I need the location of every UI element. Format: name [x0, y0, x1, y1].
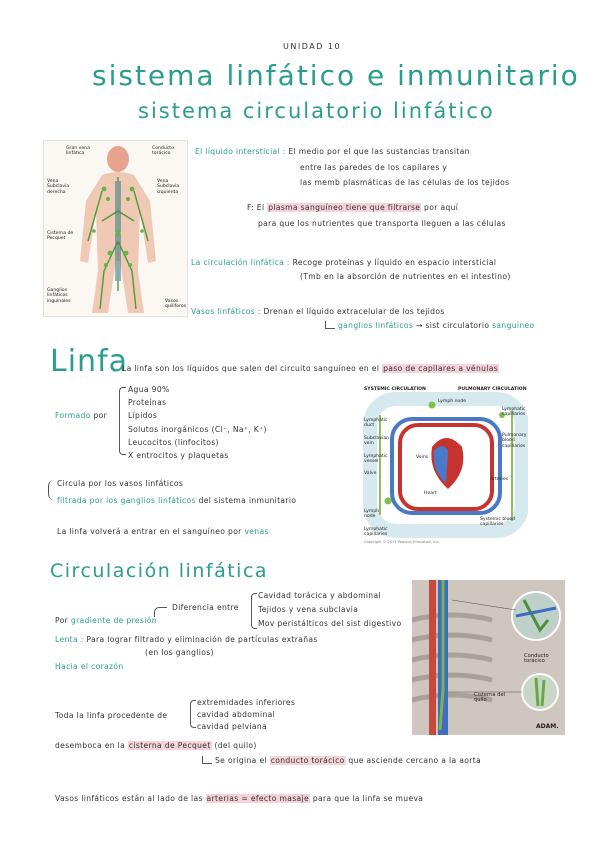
lenta-line: Lenta : Para lograr filtrado y eliminación de partículas extrañas — [55, 635, 318, 644]
label-pulmonary: PULMONARY CIRCULATION — [458, 387, 527, 392]
sources-brace — [190, 700, 196, 728]
unit-label: UNIDAD 10 — [283, 42, 342, 51]
label-valve: Valve — [364, 471, 377, 476]
intro-line-6: La circulación linfática : Recoge proteínas y líquido en espacio intersticial — [191, 258, 497, 267]
label-lymphatic-vessel: Lymphatic vessel — [364, 454, 388, 465]
composition-item: X entrocitos y plaquetas — [128, 451, 229, 460]
causes-brace — [251, 593, 257, 629]
origina-line: Se origina el conducto torácico que asciende cercano a la aorta — [202, 756, 481, 765]
diferencia-label: Diferencia entre — [172, 603, 239, 612]
cause-item: Mov peristálticos del sist digestivo — [258, 619, 402, 628]
intro-line-1: El líquido intersticial : El medio por el que las sustancias transitan — [195, 147, 470, 156]
composition-item: Solutos inorgánicos (Cl⁻, Na⁺, K⁺) — [128, 425, 267, 434]
composition-item: Agua 90% — [128, 385, 170, 394]
label-subclavian-vein: Subclavian vein — [364, 436, 390, 447]
source-item: extremidades inferiores — [197, 698, 296, 707]
composition-item: Lípidos — [128, 411, 158, 420]
intro-line-7: (Tmb en la absorción de nutrientes en el intestino) — [300, 272, 511, 281]
figure-credit: Copyright © 2011 Pearson Education, Inc. — [364, 540, 440, 544]
label-subclavia-izquierda: Vena Subclavia izquierda — [157, 179, 180, 195]
gradiente-line: Por gradiente de presión — [55, 616, 157, 625]
filtrada-line: filtrada por los ganglios linfáticos del sistema inmunitario — [57, 496, 297, 505]
label-conducto-toracico-fig3: Conducto torácico — [524, 653, 549, 665]
adam-brand: ADAM. — [536, 723, 559, 730]
vasos-arterias-line: Vasos linfáticos están al lado de las arterias = efecto masaje para que la linfa se mueva — [55, 794, 424, 803]
gradiente-connector — [154, 607, 167, 617]
source-item: cavidad pelviana — [197, 722, 268, 731]
cause-item: Cavidad torácica y abdominal — [258, 591, 381, 600]
label-cisterna-quilo: Cisterna del quilo — [474, 692, 506, 704]
lymphatic-body-figure — [43, 140, 188, 317]
label-lymphatic-duct: Lymphatic duct — [364, 418, 388, 429]
section-heading-circulacion: Circulación linfática — [50, 560, 269, 582]
label-pulmonary-capillaries: Pulmonary blood capillaries — [502, 433, 527, 449]
toda-linfa-line: Toda la linfa procedente de — [55, 711, 168, 720]
label-lymph-node-top: Lymph node — [438, 399, 467, 404]
label-systemic: SYSTEMIC CIRCULATION — [364, 387, 426, 392]
intro-line-5: para que los nutrientes que transporta lleguen a las células — [258, 219, 506, 228]
label-gran-vena: Gran vena linfática — [66, 146, 90, 157]
intro-line-8: Vasos linfáticos : Drenan el líquido extracelular de los tejidos — [191, 307, 445, 316]
circulation-diagram — [362, 385, 528, 547]
lenta-sub: (en los ganglios) — [145, 648, 214, 657]
source-item: cavidad abdominal — [197, 710, 276, 719]
linfa-definition: La linfa son los líquidos que salen del circuito sanguíneo en el paso de capilares a vénulas — [122, 364, 499, 373]
section-heading-linfa: Linfa — [50, 344, 129, 379]
label-lymphatic-capillaries-left: Lymphatic capillaries — [364, 527, 388, 538]
intro-line-9: ganglios linfáticos → sist circulatorio sanguíneo — [325, 321, 535, 330]
label-lymph-node-bottom: Lymph node — [364, 509, 380, 520]
vuelve-line: La linfa volverá a entrar en el sanguíneo por venas — [57, 527, 269, 536]
circula-line: Circula por los vasos linfáticos — [57, 479, 184, 488]
hacia-corazon: Hacia el corazón — [55, 662, 124, 671]
label-cisterna-pecquet: Cisterna de Pecquet — [47, 231, 74, 242]
label-lymphatic-capillaries-right: Lymphatic capillaries — [502, 407, 526, 418]
label-arteries: Arteries — [490, 477, 509, 482]
circula-paren — [48, 480, 55, 500]
label-systemic-capillaries: Systemic blood capillaries — [480, 517, 516, 528]
intro-line-2: entre las paredes de los capilares y — [300, 163, 448, 172]
label-subclavia-derecha: Vena Subclavia derecha — [47, 179, 70, 195]
composition-brace — [119, 387, 126, 455]
label-vasos-quiliferos: Vasos quiliferos — [165, 299, 187, 310]
desemboca-line: desemboca en la cisterna de Pecquet (del quilo) — [55, 741, 257, 750]
intro-line-4: F: El plasma sanguíneo tiene que filtrarse por aquí — [247, 203, 459, 212]
label-conducto-toracico: Conducto torácico — [152, 146, 174, 157]
composition-item: Leucocitos (linfocitos) — [128, 438, 219, 447]
label-ganglios-inguinales: Ganglios linfáticos inguinales — [47, 288, 71, 304]
label-heart: Heart — [424, 491, 437, 496]
page-subtitle: sistema circulatorio linfático — [138, 99, 495, 123]
cause-item: Tejidos y vena subclavia — [258, 605, 359, 614]
thoracic-duct-figure — [412, 580, 565, 735]
intro-line-3: las memb plasmáticas de las células de los tejidos — [300, 178, 510, 187]
label-veins: Veins — [416, 455, 429, 460]
page-title: sistema linfático e inmunitario — [92, 59, 580, 92]
formado-por-label: Formado por — [55, 411, 108, 420]
composition-item: Proteínas — [128, 398, 167, 407]
